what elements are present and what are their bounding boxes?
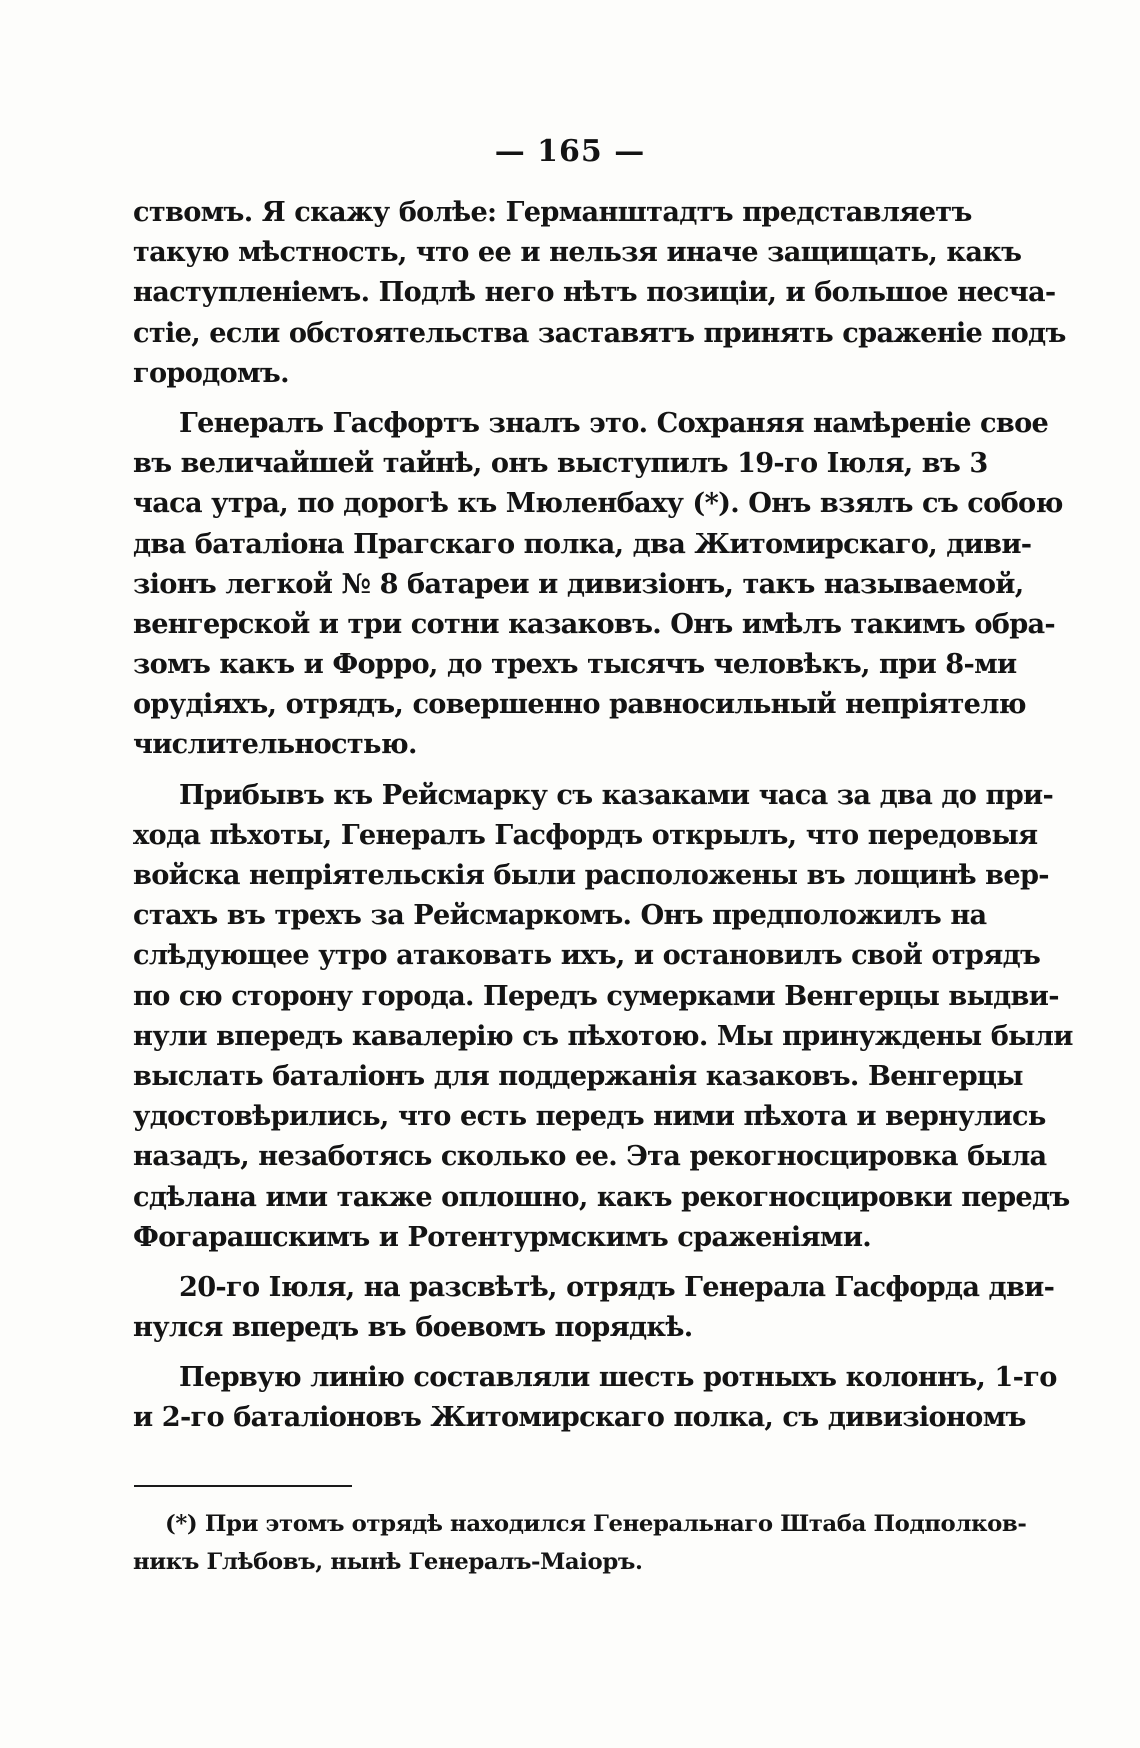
- text-line: такую мѣстность, что ее и нельзя иначе защищать, какъ: [133, 236, 1022, 269]
- text-line: по сю сторону города. Передъ сумерками Венгерцы выдви-: [133, 979, 1059, 1012]
- text-line: Прибывъ къ Рейсмарку съ казаками часа за два до при-: [179, 778, 1054, 811]
- paragraph: [133, 1357, 1057, 1437]
- footnote: [133, 1505, 1027, 1581]
- text-line: хода пѣхоты, Генералъ Гасфордъ открылъ, что передовыя: [133, 818, 1038, 851]
- text-line: ствомъ. Я скажу болѣе: Германштадтъ представляетъ: [133, 196, 972, 228]
- body-text: [133, 192, 1073, 1438]
- text-line: числительностью.: [133, 728, 417, 761]
- text-line: сдѣлана ими также оплошно, какъ рекогносцировки передъ: [133, 1180, 1070, 1213]
- text-line: слѣдующее утро атаковать ихъ, и остановилъ свой отрядъ: [133, 939, 1041, 972]
- text-line: Первую линію составляли шесть ротныхъ колоннъ, 1-го: [179, 1361, 1057, 1394]
- text-line: Генералъ Гасфортъ зналъ это. Сохраняя намѣреніе свое: [179, 406, 1049, 439]
- footnote-line: (*) При этомъ отрядѣ находился Генеральнаго Штаба Подполков-: [165, 1511, 1027, 1537]
- text-line: Фогарашскимъ и Ротентурмскимъ сраженіями.: [133, 1220, 872, 1253]
- footnote-divider: [134, 1485, 352, 1487]
- text-line: въ величайшей тайнѣ, онъ выступилъ 19-го Іюля, въ 3: [133, 447, 988, 480]
- page-number: — 165 —: [494, 134, 646, 169]
- text-line: орудіяхъ, отрядъ, совершенно равносильный непріятелю: [133, 688, 1026, 721]
- text-line: удостовѣрились, что есть передъ ними пѣхота и вернулись: [133, 1100, 1046, 1133]
- text-line: часа утра, по дорогѣ къ Мюленбаху (*). Онъ взялъ съ собою: [133, 487, 1063, 520]
- text-line: стахъ въ трехъ за Рейсмаркомъ. Онъ предположилъ на: [133, 899, 987, 932]
- text-line: назадъ, незаботясь сколько ее. Эта рекогносцировка была: [133, 1140, 1047, 1173]
- text-line: зіонъ легкой № 8 батареи и дивизіонъ, такъ называемой,: [133, 567, 1024, 600]
- text-line: стіе, если обстоятельства заставятъ принять сраженіе подъ: [133, 316, 1066, 349]
- text-line: городомъ.: [133, 356, 289, 389]
- paragraph: [133, 403, 1063, 765]
- text-line: нули впередъ кавалерію съ пѣхотою. Мы принуждены были: [133, 1019, 1073, 1052]
- paragraph: [133, 775, 1073, 1257]
- footnote-line: никъ Глѣбовъ, нынѣ Генералъ-Маіоръ.: [133, 1549, 643, 1575]
- text-line: нулся впередъ въ боевомъ порядкѣ.: [133, 1311, 693, 1344]
- text-line: зомъ какъ и Форро, до трехъ тысячъ человѣкъ, при 8-ми: [133, 648, 1017, 681]
- text-line: наступленіемъ. Подлѣ него нѣтъ позиціи, и большое несча-: [133, 276, 1056, 309]
- text-line: венгерской и три сотни казаковъ. Онъ имѣлъ такимъ обра-: [133, 607, 1056, 640]
- text-line: и 2-го баталіоновъ Житомирскаго полка, съ дивизіономъ: [133, 1401, 1026, 1434]
- text-line: 20-го Іюля, на разсвѣтѣ, отрядъ Генерала Гасфорда дви-: [179, 1270, 1055, 1303]
- paragraph: [133, 192, 1066, 393]
- text-line: выслать баталіонъ для поддержанія казаковъ. Венгерцы: [133, 1059, 1023, 1092]
- paragraph: [133, 1267, 1055, 1347]
- text-line: два баталіона Прагскаго полка, два Житомирскаго, диви-: [133, 527, 1032, 560]
- text-line: войска непріятельскія были расположены въ лощинѣ вер-: [133, 859, 1049, 891]
